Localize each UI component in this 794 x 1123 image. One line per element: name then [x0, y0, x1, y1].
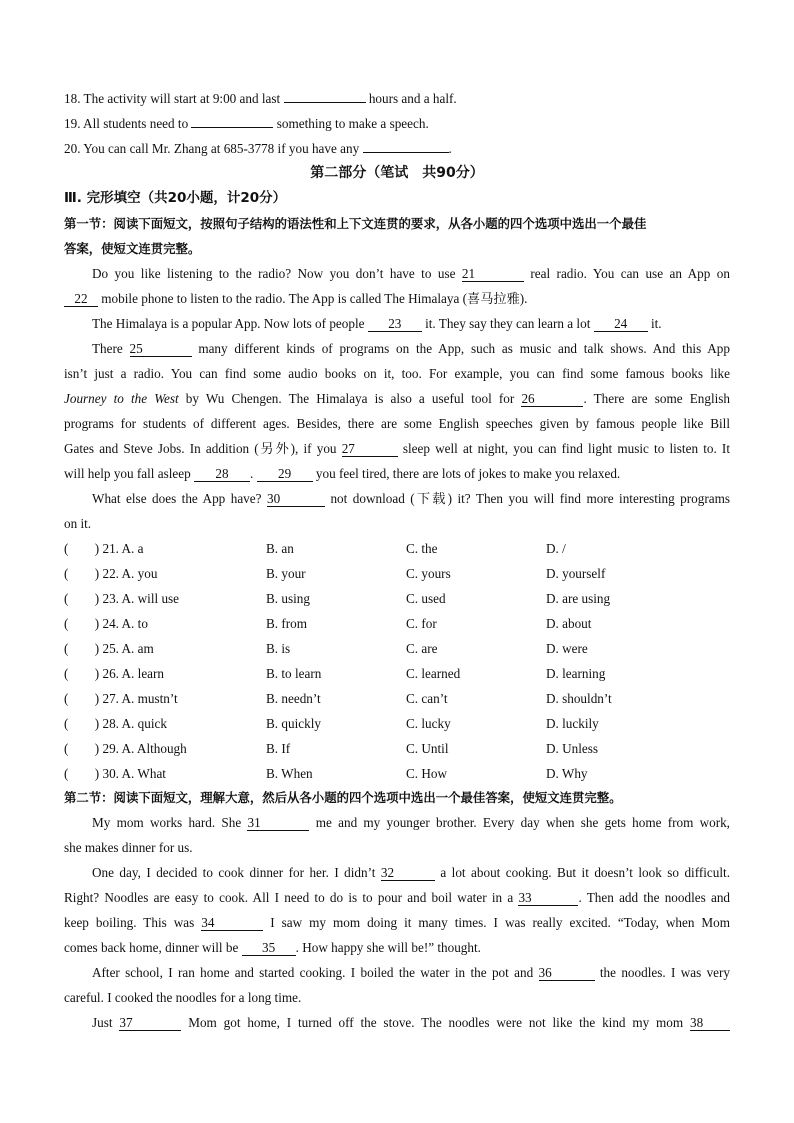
option-c[interactable]: C. for: [406, 616, 437, 631]
option-d[interactable]: D. were: [546, 641, 588, 656]
answer-paren[interactable]: ( ) 29. A. Although: [64, 741, 187, 756]
passage-line: careful. I cooked the noodles for a long time.: [64, 990, 302, 1005]
answer-paren[interactable]: ( ) 30. A. What: [64, 766, 166, 781]
passage-line: isn’t just a radio. You can find some audio books on it, too. For example, you can find some famous books like: [64, 366, 730, 381]
blank-25: 25: [130, 342, 192, 357]
question-text: 19. All students need to: [64, 116, 192, 131]
passage-line: What else does the App have? 30 not download (下载) it? Then you will find more interesting programs: [92, 491, 730, 506]
question-18: [64, 91, 730, 107]
passage-line: programs for students of different ages. Besides, there are some English speeches given by famous people like Bill: [64, 416, 730, 431]
option-d[interactable]: D. Unless: [546, 741, 599, 756]
option-b[interactable]: B. using: [266, 591, 310, 606]
answer-paren[interactable]: ( ) 28. A. quick: [64, 716, 167, 731]
passage-line: comes back home, dinner will be 35 . How happy she will be!” thought.: [64, 940, 481, 955]
option-c[interactable]: C. used: [406, 591, 446, 606]
option-b[interactable]: B. When: [266, 766, 313, 781]
answer-paren[interactable]: ( ) 22. A. you: [64, 566, 158, 581]
question-text: hours and a half.: [365, 91, 457, 106]
blank-35: 35: [242, 941, 296, 956]
option-d[interactable]: D. Why: [546, 766, 588, 781]
option-b[interactable]: B. your: [266, 566, 306, 581]
passage-line: will help you fall asleep 28 . 29 you feel tired, there are lots of jokes to make you relaxed.: [64, 466, 621, 481]
passage-line: 22 mobile phone to listen to the radio. The App is called The Himalaya (喜马拉雅).: [64, 291, 730, 307]
book-title: Journey to the West: [64, 391, 179, 406]
blank-26: 26: [521, 392, 583, 407]
passage-line: Do you like listening to the radio? Now you don’t have to use 21 real radio. You can use an App on: [92, 266, 730, 281]
option-c[interactable]: C. are: [406, 641, 438, 656]
passage-line: There 25 many different kinds of programs on the App, such as music and talk shows. And this App: [92, 341, 730, 356]
answer-paren[interactable]: ( ) 27. A. mustn’t: [64, 691, 178, 706]
option-c[interactable]: C. yours: [406, 566, 451, 581]
blank-22: 22: [64, 292, 98, 307]
question-text: .: [448, 141, 452, 156]
option-d[interactable]: D. /: [546, 541, 566, 556]
blank-37: 37: [119, 1016, 181, 1031]
option-d[interactable]: D. shouldn’t: [546, 691, 612, 706]
passage-line: After school, I ran home and started cooking. I boiled the water in the pot and 36 the noodles. I was very: [92, 965, 731, 980]
option-c[interactable]: C. How: [406, 766, 448, 781]
blank-31: 31: [247, 816, 309, 831]
passage-line: she makes dinner for us.: [64, 840, 193, 855]
option-b[interactable]: B. needn’t: [266, 691, 321, 706]
blank-30: 30: [267, 492, 325, 507]
blank-27: 27: [342, 442, 398, 457]
answer-paren[interactable]: ( ) 23. A. will use: [64, 591, 180, 606]
blank-23: 23: [368, 317, 422, 332]
question-text: something to make a speech.: [273, 116, 429, 131]
blank-21: 21: [462, 267, 524, 282]
blank-36: 36: [539, 966, 595, 981]
option-c[interactable]: C. Until: [406, 741, 449, 756]
blank-32: 32: [381, 866, 435, 881]
passage-line: keep boiling. This was 34 I saw my mom doing it many times. I was really excited. “Today, when Mom: [64, 915, 731, 930]
section-title: Ⅲ. 完形填空（共20小题，计20分）: [64, 190, 287, 206]
option-d[interactable]: D. yourself: [546, 566, 606, 581]
section-instructions: 第一节：阅读下面短文，按照句子结构的语法性和上下文连贯的要求，从各小题的四个选项中选出一个最佳: [64, 216, 647, 231]
passage-line: My mom works hard. She 31 me and my younger brother. Every day when she gets home from work,: [92, 815, 730, 830]
blank-28: 28: [194, 467, 250, 482]
blank-38: 38: [690, 1016, 730, 1031]
option-b[interactable]: B. from: [266, 616, 308, 631]
option-c[interactable]: C. can’t: [406, 691, 448, 706]
question-20: [64, 141, 730, 157]
question-text: 18. The activity will start at 9:00 and last: [64, 91, 284, 106]
option-b[interactable]: B. is: [266, 641, 291, 656]
blank-24: 24: [594, 317, 648, 332]
option-c[interactable]: C. the: [406, 541, 438, 556]
option-b[interactable]: B. If: [266, 741, 291, 756]
option-c[interactable]: C. learned: [406, 666, 461, 681]
passage-line: Gates and Steve Jobs. In addition (另外), if you 27 sleep well at night, you can find light music to listen to. It: [64, 441, 730, 456]
section-instructions: 第二节：阅读下面短文，理解大意，然后从各小题的四个选项中选出一个最佳答案，使短文连贯完整。: [64, 790, 622, 805]
passage-line: Journey to the West by Wu Chengen. The Himalaya is also a useful tool for 26 . There are some English: [64, 391, 731, 406]
question-19: [64, 116, 730, 132]
question-text: 20. You can call Mr. Zhang at 685-3778 if you have any: [64, 141, 363, 156]
answer-paren[interactable]: ( ) 26. A. learn: [64, 666, 165, 681]
option-d[interactable]: D. learning: [546, 666, 606, 681]
answer-blank[interactable]: [191, 127, 273, 128]
option-b[interactable]: B. to learn: [266, 666, 322, 681]
part-title: 第二部分（笔试 共90分）: [310, 165, 484, 181]
option-c[interactable]: C. lucky: [406, 716, 451, 731]
option-b[interactable]: B. an: [266, 541, 294, 556]
blank-34: 34: [201, 916, 263, 931]
option-d[interactable]: D. are using: [546, 591, 611, 606]
option-d[interactable]: D. luckily: [546, 716, 599, 731]
blank-29: 29: [257, 467, 313, 482]
passage-line: One day, I decided to cook dinner for her. I didn’t 32 a lot about cooking. But it doesn’t look so difficult.: [92, 865, 731, 880]
blank-33: 33: [518, 891, 578, 906]
option-d[interactable]: D. about: [546, 616, 592, 631]
option-b[interactable]: B. quickly: [266, 716, 321, 731]
answer-paren[interactable]: ( ) 21. A. a: [64, 541, 144, 556]
passage-line: The Himalaya is a popular App. Now lots of people 23 it. They say they can learn a lot 24 it.: [92, 316, 662, 331]
section-instructions: 答案，使短文连贯完整。: [64, 241, 201, 256]
passage-line: Right? Noodles are easy to cook. All I need to do is to pour and boil water in a 33 . Then add the noodles and: [64, 890, 731, 905]
answer-paren[interactable]: ( ) 25. A. am: [64, 641, 154, 656]
answer-blank[interactable]: [284, 102, 366, 103]
answer-paren[interactable]: ( ) 24. A. to: [64, 616, 148, 631]
passage-line: on it.: [64, 516, 92, 531]
answer-blank[interactable]: [363, 152, 449, 153]
passage-line: Just 37 Mom got home, I turned off the stove. The noodles were not like the kind my mom 38: [92, 1015, 730, 1031]
